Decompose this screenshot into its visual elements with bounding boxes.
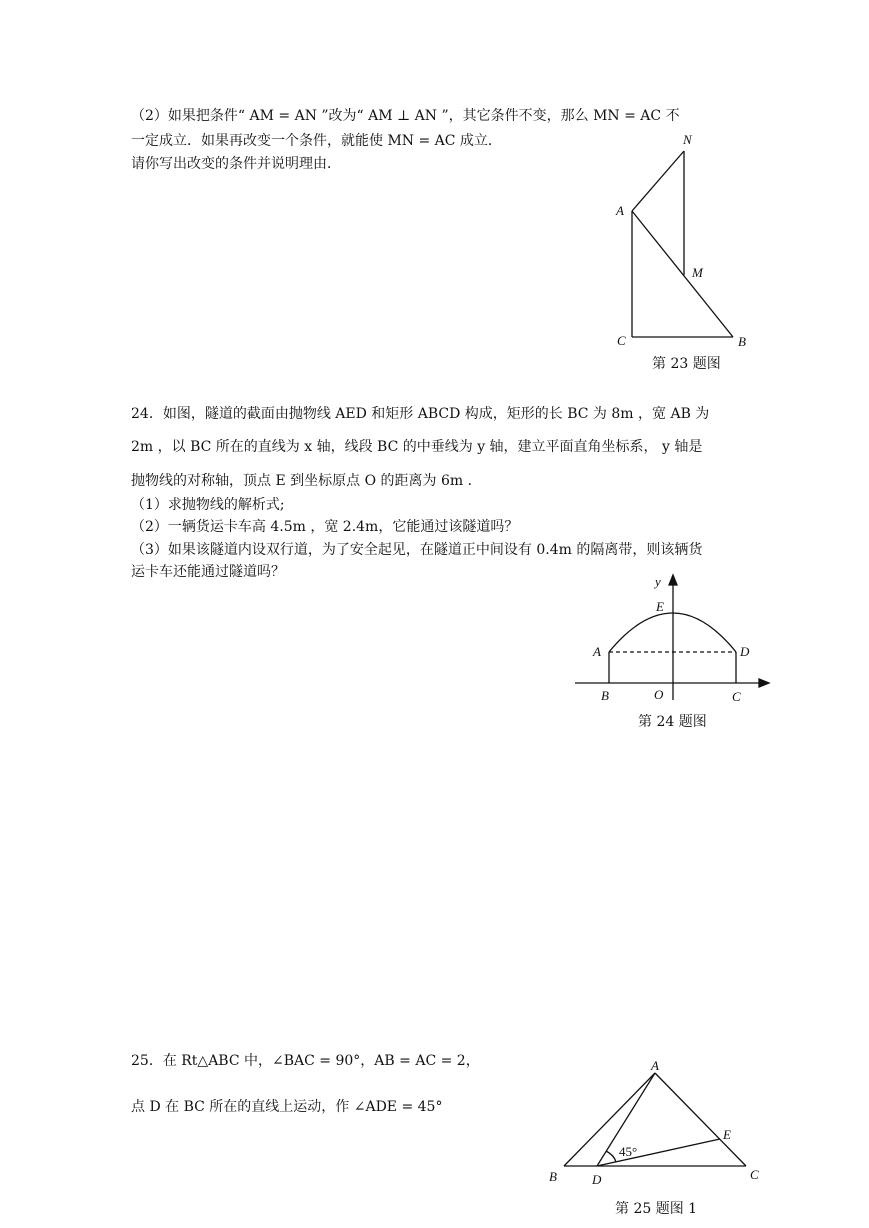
- angle-arc-ADE: [606, 1151, 616, 1162]
- segment-AB: [632, 211, 733, 337]
- label-E: E: [723, 1127, 731, 1142]
- segment-AC: [655, 1073, 746, 1166]
- q23-text-line3: 请你写出改变的条件并说明理由．: [131, 156, 341, 172]
- q24-caption: 第 24 题图: [638, 714, 707, 730]
- q23-text-line1: （2）如果把条件“ AM = AN ”改为“ AM ⊥ AN ”，其它条件不变，那么 MN = AC 不: [131, 108, 680, 124]
- label-N: N: [683, 132, 692, 147]
- label-B: B: [601, 688, 609, 703]
- segment-AN: [632, 151, 684, 211]
- label-A: A: [593, 644, 601, 659]
- label-B: B: [738, 334, 746, 349]
- label-O: O: [654, 687, 664, 702]
- label-D: D: [592, 1172, 602, 1187]
- x-axis-arrow: [759, 679, 769, 687]
- q24-sub1: （1）求抛物线的解析式;: [131, 497, 285, 513]
- label-A: A: [616, 203, 624, 218]
- figure-q23: [600, 128, 760, 353]
- q25-text-line2: 点 D 在 BC 所在的直线上运动，作 ∠ADE = 45°: [131, 1099, 443, 1115]
- label-B: B: [549, 1169, 557, 1184]
- label-A: A: [651, 1058, 659, 1073]
- label-D: D: [740, 644, 750, 659]
- angle-label: 45°: [619, 1144, 638, 1159]
- q23-text-line2: 一定成立．如果再改变一个条件，就能使 MN = AC 成立．: [131, 133, 502, 149]
- figure-q24: [570, 570, 775, 710]
- segment-AB: [564, 1073, 655, 1166]
- q24-text-line1: 24．如图，隧道的截面由抛物线 AED 和矩形 ABCD 构成，矩形的长 BC 为 8m ，宽 AB 为: [131, 406, 710, 422]
- q24-sub3a: （3）如果该隧道内设双行道，为了安全起见，在隧道正中间设有 0.4m 的隔离带，则该辆货: [131, 542, 703, 558]
- figure-q25: [540, 1055, 765, 1190]
- label-y: y: [655, 574, 661, 589]
- label-E: E: [656, 599, 664, 614]
- q24-sub3b: 运卡车还能通过隧道吗？: [131, 564, 285, 580]
- label-C: C: [617, 333, 626, 348]
- label-M: M: [692, 265, 703, 280]
- label-C: C: [732, 689, 741, 704]
- q25-text-line1: 25．在 Rt△ABC 中，∠BAC = 90°，AB = AC = 2，: [131, 1053, 480, 1069]
- q24-text-line2: 2m ，以 BC 所在的直线为 x 轴，线段 BC 的中垂线为 y 轴，建立平面直角坐标系， y 轴是: [131, 439, 703, 455]
- q25-caption: 第 25 题图 1: [615, 1201, 698, 1217]
- y-axis-arrow: [669, 575, 677, 585]
- label-C: C: [750, 1167, 759, 1182]
- q24-sub2: （2）一辆货运卡车高 4.5m ，宽 2.4m，它能通过该隧道吗？: [131, 519, 519, 535]
- q24-text-line3: 抛物线的对称轴，顶点 E 到坐标原点 O 的距离为 6m .: [131, 473, 473, 489]
- q23-caption: 第 23 题图: [652, 356, 721, 372]
